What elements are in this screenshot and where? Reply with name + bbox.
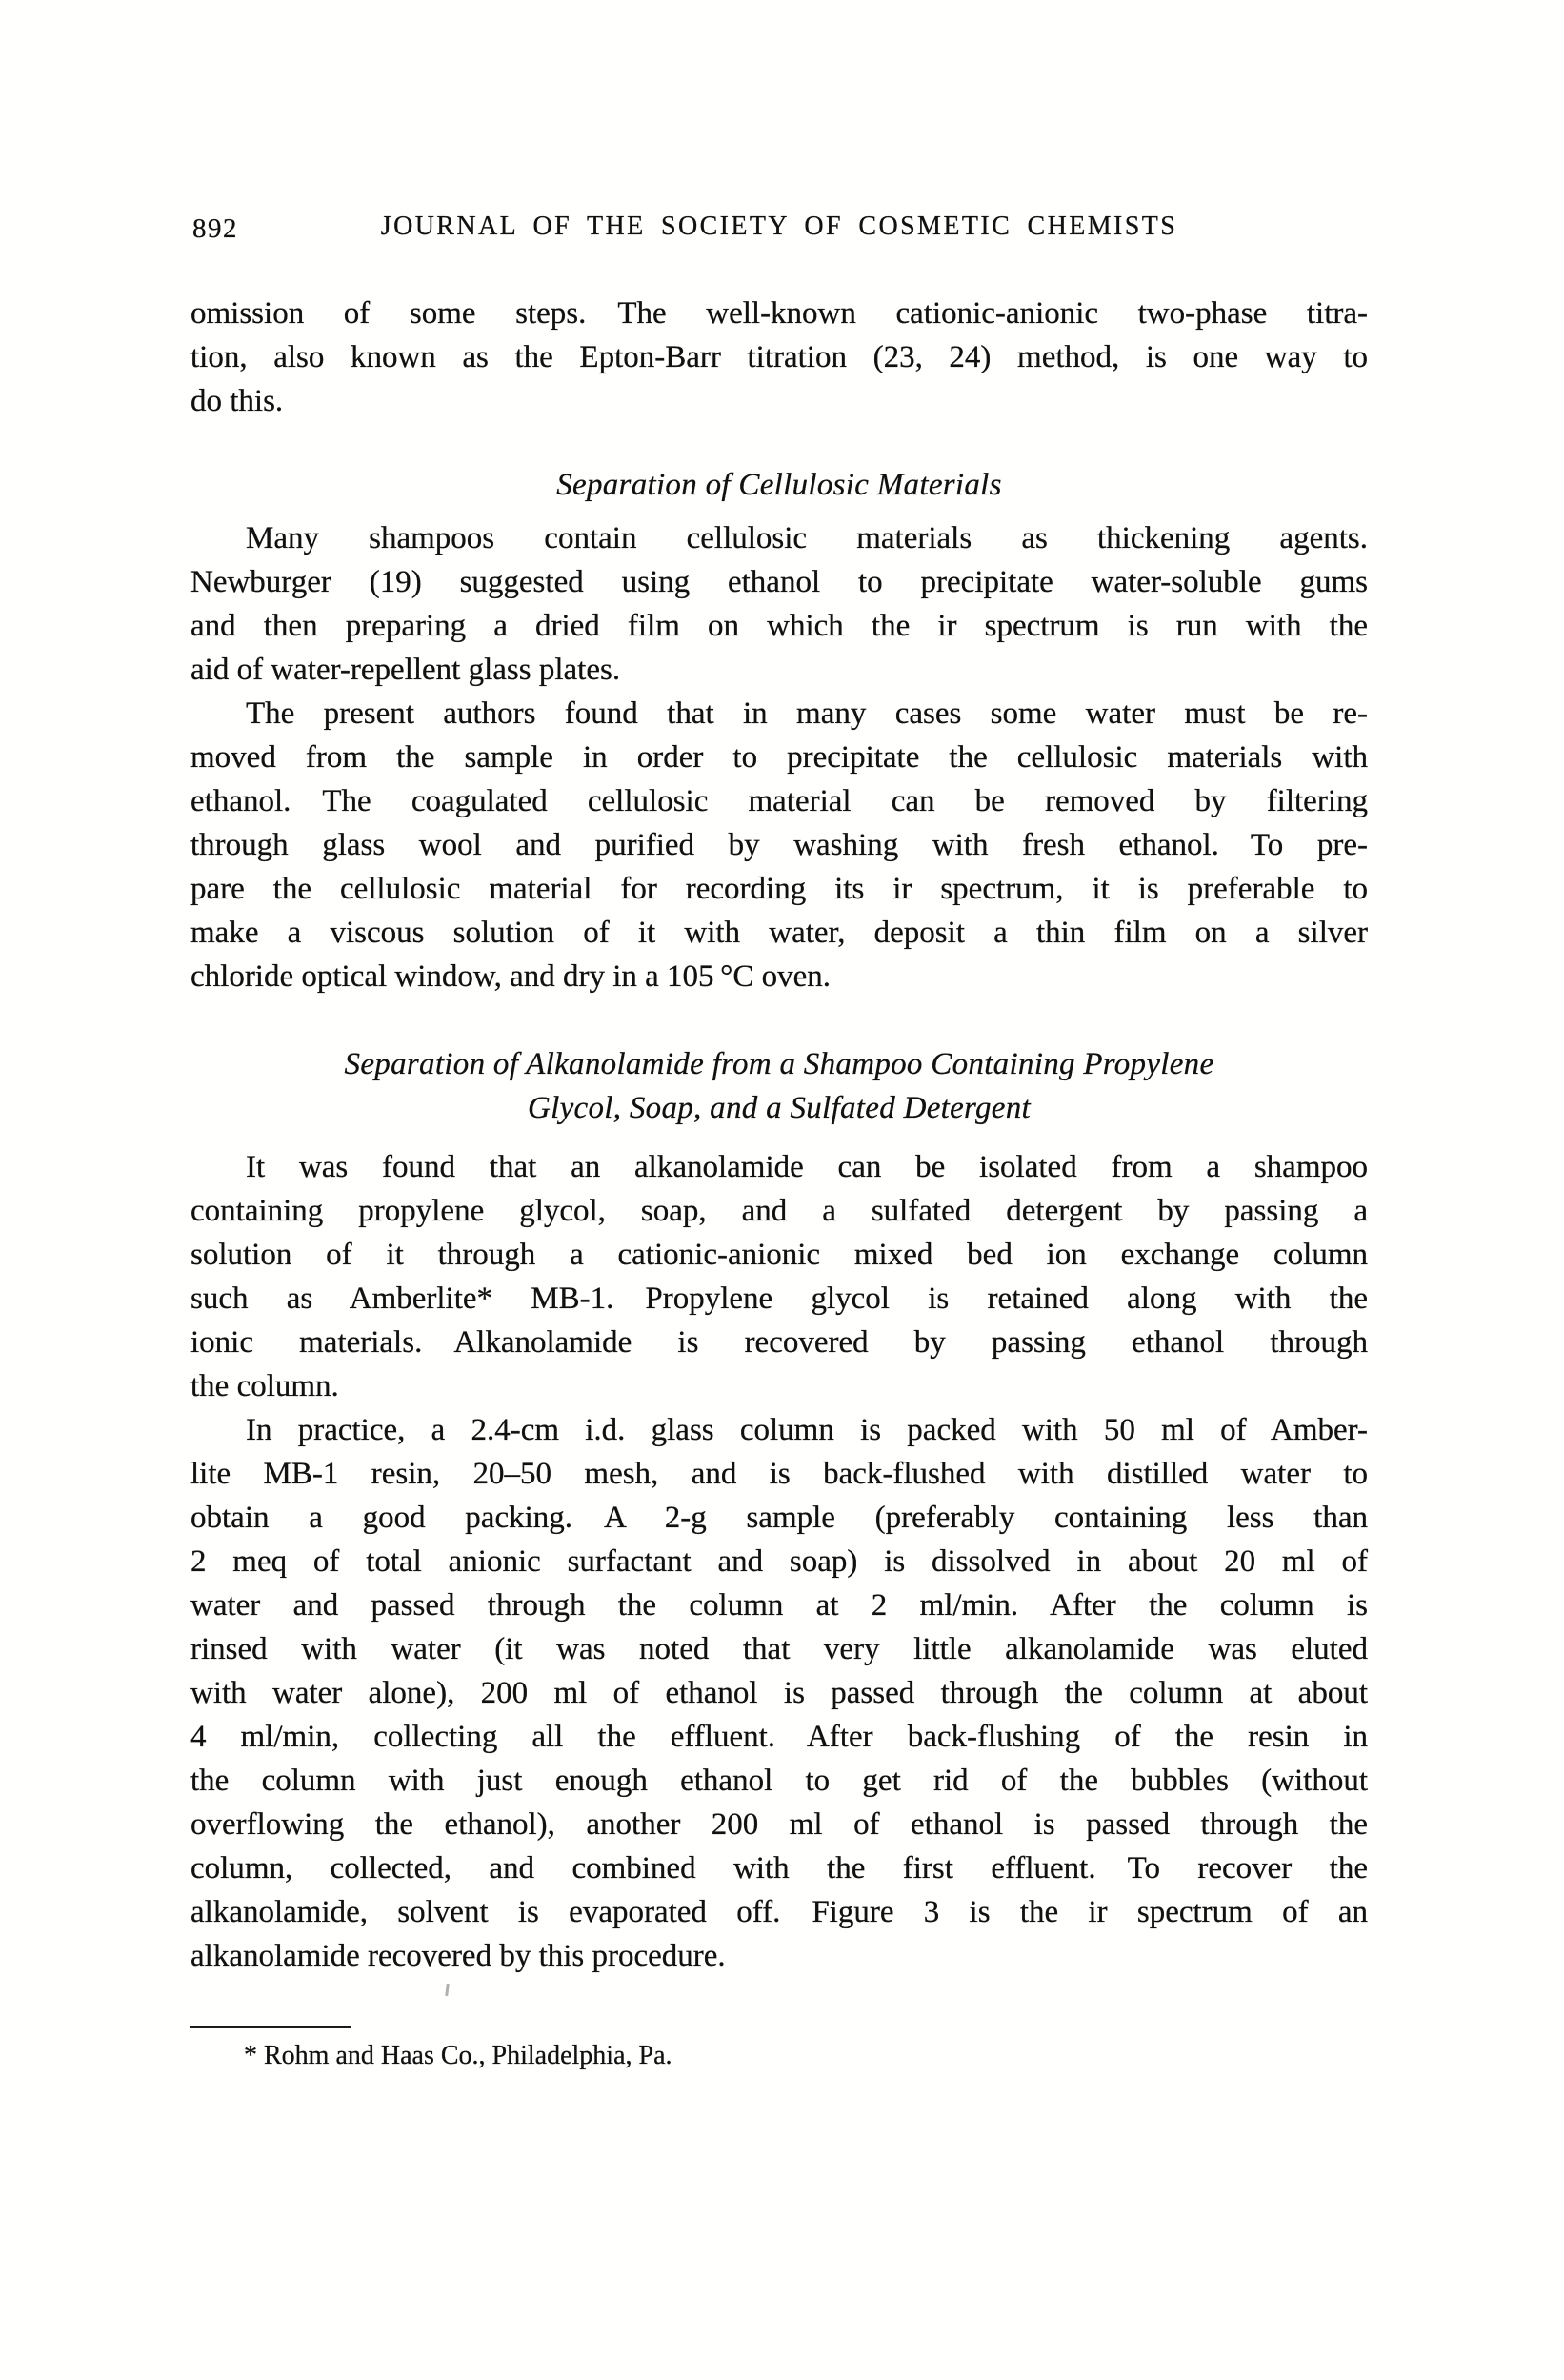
text-line: and then preparing a dried film on which the ir spectrum is run with the bbox=[190, 609, 1368, 643]
text-line: ionic materials. Alkanolamide is recovered by passing ethanol through bbox=[190, 1325, 1368, 1360]
text-line: In practice, a 2.4-cm i.d. glass column is packed with 50 ml of Amber- bbox=[246, 1413, 1368, 1447]
text-line: do this. bbox=[190, 384, 284, 418]
text-line: solution of it through a cationic-anionic mixed bed ion exchange column bbox=[190, 1238, 1368, 1272]
heading-line: Glycol, Soap, and a Sulfated Detergent bbox=[528, 1091, 1031, 1125]
footnote-rule bbox=[190, 2026, 351, 2028]
text-line: containing propylene glycol, soap, and a sulfated detergent by passing a bbox=[190, 1194, 1368, 1228]
text-line: with water alone), 200 ml of ethanol is passed through the column at about bbox=[190, 1676, 1368, 1710]
text-line: tion, also known as the Epton-Barr titration (23, 24) method, is one way to bbox=[190, 340, 1368, 374]
page-body bbox=[190, 0, 1368, 2380]
text-line: make a viscous solution of it with water, deposit a thin film on a silver bbox=[190, 916, 1368, 950]
paragraph-thickening bbox=[190, 516, 1368, 692]
text-line: the column with just enough ethanol to get rid of the bubbles (without bbox=[190, 1764, 1368, 1798]
section-heading-alkanolamide bbox=[190, 1042, 1368, 1130]
paragraph-ion-exchange bbox=[190, 1145, 1368, 1408]
journal-title: JOURNAL OF THE SOCIETY OF COSMETIC CHEMISTS bbox=[380, 212, 1178, 241]
text-line: 2 meq of total anionic surfactant and soap) is dissolved in about 20 ml of bbox=[190, 1544, 1368, 1579]
paragraph-titration bbox=[190, 292, 1368, 423]
text-line: water and passed through the column at 2 ml/min. After the column is bbox=[190, 1588, 1368, 1623]
footnote: * Rohm and Haas Co., Philadelphia, Pa. bbox=[244, 2041, 672, 2070]
text-line: alkanolamide recovered by this procedure. bbox=[190, 1939, 726, 1973]
heading-line: Separation of Cellulosic Materials bbox=[556, 468, 1002, 502]
page-number: 892 bbox=[192, 213, 238, 244]
text-line: Newburger (19) suggested using ethanol to precipitate water-soluble gums bbox=[190, 565, 1368, 599]
text-line: through glass wool and purified by washing with fresh ethanol. To pre- bbox=[190, 828, 1368, 862]
text-line: pare the cellulosic material for recording its ir spectrum, it is preferable to bbox=[190, 872, 1368, 906]
text-line: rinsed with water (it was noted that very little alkanolamide was eluted bbox=[190, 1632, 1368, 1666]
text-line: ethanol. The coagulated cellulosic material can be removed by filtering bbox=[190, 784, 1368, 818]
text-line: column, collected, and combined with the first effluent. To recover the bbox=[190, 1851, 1368, 1886]
paragraph-procedure bbox=[190, 1408, 1368, 1978]
text-line: overflowing the ethanol), another 200 ml of ethanol is passed through the bbox=[190, 1807, 1368, 1842]
text-line: such as Amberlite* MB-1. Propylene glycol is retained along with the bbox=[190, 1281, 1368, 1316]
section-heading-cellulosic bbox=[190, 463, 1368, 507]
text-line: chloride optical window, and dry in a 105 °C oven. bbox=[190, 959, 832, 994]
text-line: the column. bbox=[190, 1369, 339, 1403]
text-line: The present authors found that in many cases some water must be re- bbox=[246, 696, 1368, 731]
text-line: omission of some steps. The well-known cationic-anionic two-phase titra- bbox=[190, 296, 1368, 331]
paragraph-precipitate bbox=[190, 692, 1368, 998]
text-line: It was found that an alkanolamide can be isolated from a shampoo bbox=[246, 1150, 1368, 1184]
text-line: lite MB-1 resin, 20–50 mesh, and is back-flushed with distilled water to bbox=[190, 1457, 1368, 1491]
text-line: Many shampoos contain cellulosic materials as thickening agents. bbox=[246, 521, 1368, 555]
text-line: alkanolamide, solvent is evaporated off. Figure 3 is the ir spectrum of an bbox=[190, 1895, 1368, 1929]
text-line: obtain a good packing. A 2-g sample (preferably containing less than bbox=[190, 1501, 1368, 1535]
text-line: aid of water-repellent glass plates. bbox=[190, 653, 621, 687]
text-line: moved from the sample in order to precipitate the cellulosic materials with bbox=[190, 740, 1368, 775]
text-line: 4 ml/min, collecting all the effluent. After back-flushing of the resin in bbox=[190, 1720, 1368, 1754]
heading-line: Separation of Alkanolamide from a Shampoo Containing Propylene bbox=[344, 1047, 1214, 1081]
